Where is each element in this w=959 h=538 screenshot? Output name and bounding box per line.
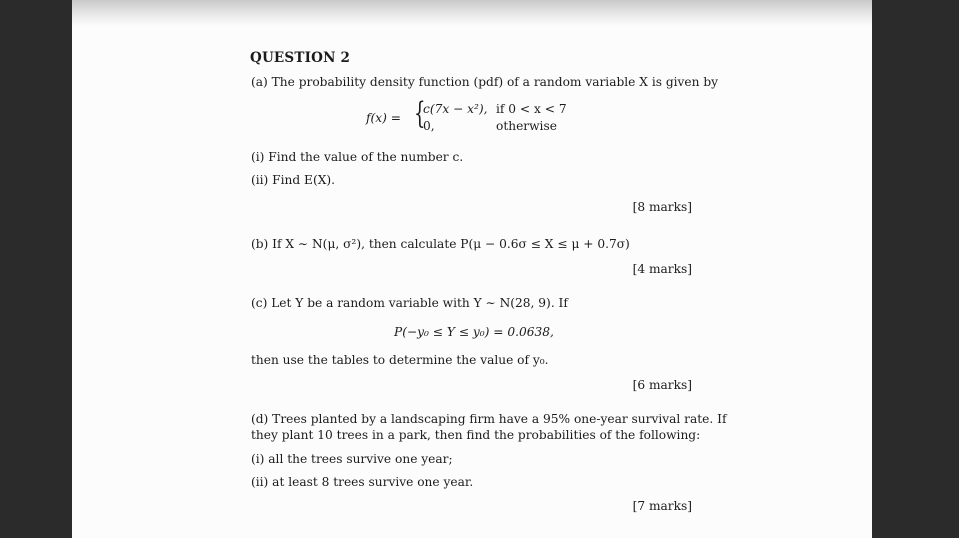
page-top-shadow xyxy=(72,0,872,26)
part-a-sub-ii: (ii) Find E(X). xyxy=(251,173,336,187)
part-d-line2: they plant 10 trees in a park, then find the probabilities of the following: xyxy=(251,428,701,442)
part-c-followup: then use the tables to determine the value of y₀. xyxy=(251,353,549,367)
part-d-line1: (d) Trees planted by a landscaping firm have a 95% one-year survival rate. If xyxy=(251,412,727,426)
part-a-intro: (a) The probability density function (pdf) of a random variable X is given by xyxy=(251,75,719,89)
part-a-marks: [8 marks] xyxy=(632,200,692,214)
case1-expression: c(7x − x²), xyxy=(423,102,488,116)
piecewise-brace: { xyxy=(414,96,426,131)
document-page xyxy=(72,0,872,538)
part-b-marks: [4 marks] xyxy=(632,262,692,276)
part-c-text: (c) Let Y be a random variable with Y ∼ N(28, 9). If xyxy=(251,296,568,310)
case2-expression: 0, xyxy=(423,119,435,133)
question-title: QUESTION 2 xyxy=(250,50,351,66)
part-a-sub-i: (i) Find the value of the number c. xyxy=(251,150,464,164)
case1-condition: if 0 < x < 7 xyxy=(496,102,567,116)
part-c-marks: [6 marks] xyxy=(632,378,692,392)
case2-condition: otherwise xyxy=(496,119,557,133)
part-d-sub-ii: (ii) at least 8 trees survive one year. xyxy=(251,475,474,489)
part-d-sub-i: (i) all the trees survive one year; xyxy=(251,452,453,466)
part-d-marks: [7 marks] xyxy=(632,499,692,513)
part-c-equation: P(−y₀ ≤ Y ≤ y₀) = 0.0638, xyxy=(394,325,554,339)
part-b-text: (b) If X ∼ N(μ, σ²), then calculate P(μ − 0.6σ ≤ X ≤ μ + 0.7σ) xyxy=(251,237,630,251)
function-lhs: f(x) = xyxy=(366,111,401,125)
